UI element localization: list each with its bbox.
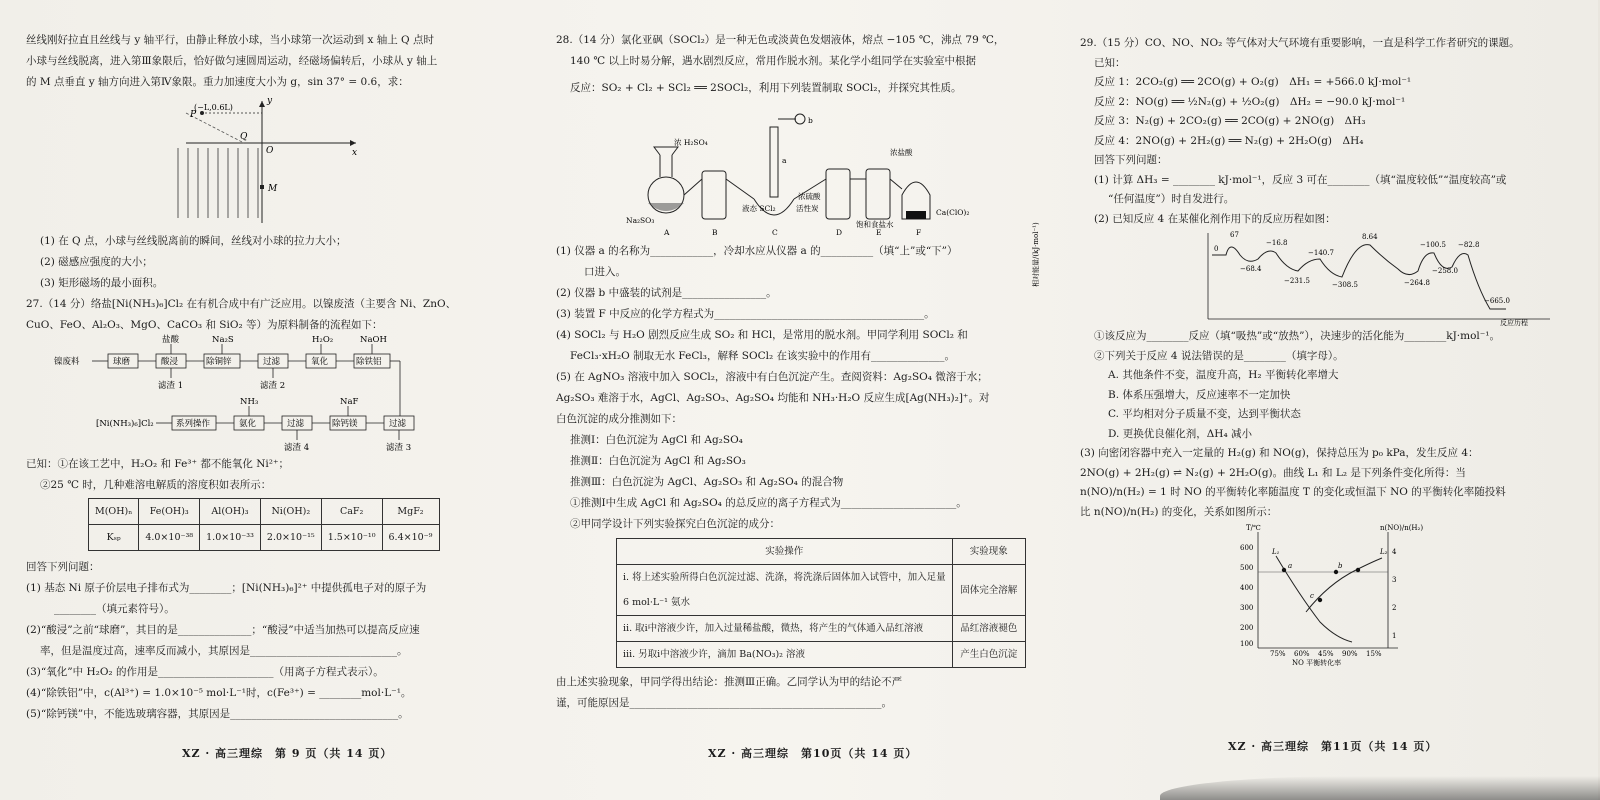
flow-node-1: 球磨 [113,357,131,367]
flow-node-10: 除钙镁 [332,419,358,429]
y-tick: 200 [1240,624,1254,632]
y-tick: 300 [1240,604,1254,612]
ksp-header: Al(OH)₃ [200,499,261,525]
energy-value: −82.8 [1458,241,1480,249]
label-saturated-brine: 饱和食盐水 [856,220,894,229]
page-9 [26,30,522,725]
reagent-h2o2: H₂O₂ [312,335,334,345]
page-footer-9: XZ · 高三理综 第 9 页（共 14 页） [182,747,393,760]
page-curl-shadow [1160,776,1600,800]
energy-profile-diagram [1032,222,1580,327]
energy-value: 67 [1230,231,1239,239]
page-footer-10: XZ · 高三理综 第10页（共 14 页） [708,747,918,760]
x-axis-label: x [352,148,358,158]
label-na2so3: Na₂SO₃ [626,216,655,225]
question-3: (3) 矩形磁场的最小面积。 [40,277,164,289]
field-diagram [26,93,522,231]
q28-line: (1) 仪器 a 的名称为____________，冷却水应从仪器 a 的__________（填“上”或“下”） [556,245,958,257]
flow-node-4: 过滤 [263,357,281,367]
page-footer-11: XZ · 高三理综 第11页（共 14 页） [1228,740,1438,753]
q27-intro-2: CuO、FeO、Al₂O₃、MgO、CaCO₃ 和 SiO₂ 等）为原料制备的流程如下： [26,319,383,331]
ksp-header: MgF₂ [382,499,439,525]
point-q-label: Q [240,132,248,142]
flow-node-6: 除铁铝 [356,357,382,367]
q28-intro-3: 反应：SO₂ + Cl₂ + SCl₂ ══ 2SOCl₂，利用下列装置制取 SOCl₂，并探究其性质。 [570,82,962,94]
point-p-label: P [190,110,197,120]
q29-line: ②下列关于反应 4 说法错误的是________（填字母）。 [1094,349,1344,362]
label-instrument-a: a [782,156,787,165]
exp-cell: 固体完全溶解 [952,565,1025,616]
q29-line: 2NO(g) + 2H₂(g) ⇌ N₂(g) + 2H₂O(g)。曲线 L₁ 和 L₂ 是下列条件变化所得：当 [1080,466,1466,479]
ksp-cell: Kₛₚ [89,525,139,551]
label-instrument-b: b [808,116,813,125]
ksp-table [88,498,440,551]
answer-line: (5)“除钙镁”中，不能选玻璃容器，其原因是________________________________。 [26,708,409,720]
x-tick: 60% [1294,650,1310,658]
label-a: A [664,228,670,237]
label-c: C [772,228,778,237]
answer-line: 率，但是温度过高，速率反而减小，其原因是____________________________。 [40,645,408,657]
ksp-cell: 6.4×10⁻⁹ [382,525,439,551]
right-tick: 3 [1392,576,1397,584]
q29-line: “任何温度”）时自发进行。 [1108,193,1235,205]
ksp-cell: 1.5×10⁻¹⁰ [321,525,382,551]
reagent-naf: NaF [340,397,359,407]
q29-line: (2) 已知反应 4 在某催化剂作用下的反应历程如图： [1094,212,1336,225]
q29-intro-1: 29.（15 分）CO、NO、NO₂ 等气体对大气环境有重要影响，一直是科学工作者研究的课题。 [1080,37,1520,49]
question-1: (1) 在 Q 点，小球与丝线脱离前的瞬间，丝线对小球的拉力大小； [40,235,347,247]
table-row [617,539,1026,565]
reaction-3: 反应 3：N₂(g) + 2CO₂(g) ══ 2CO(g) + 2NO(g) ΔH₃ [1094,115,1366,127]
exp-header: 实验操作 [617,539,953,565]
answer-line: (4)“除铁铝”中，c(Al³⁺) = 1.0×10⁻⁵ mol·L⁻¹时，c(Fe³⁺) = ________mol·L⁻¹。 [26,687,412,699]
known-2: ②25 ℃ 时，几种难溶电解质的溶度积如表所示： [40,479,272,491]
table-row [89,525,440,551]
reagent-hcl: 盐酸 [162,335,180,345]
q29-intro-2: 已知： [1094,56,1126,69]
experiment-table [616,538,1026,668]
q29-line: 比 n(NO)/n(H₂) 的变化，关系如图所示： [1080,505,1278,518]
q28-line: ①推测Ⅰ中生成 AgCl 和 Ag₂SO₄ 的总反应的离子方程式为______________________。 [570,497,967,509]
reagent-na2s: Na₂S [212,335,234,345]
reagent-nh3: NH₃ [240,397,259,407]
intro-line-3: 的 M 点垂直 y 轴方向进入第Ⅳ象限。重力加速度大小为 g，sin 37° = 0.6，求： [26,76,409,88]
q28-line: 推测Ⅲ：白色沉淀为 AgCl、Ag₂SO₃ 和 Ag₂SO₄ 的混合物 [570,476,844,488]
question-2: (2) 磁感应强度的大小； [40,256,153,268]
residue-3: 滤渣 3 [386,443,412,453]
table-row [617,642,1026,668]
y-tick: 500 [1240,564,1254,572]
exp-cell: 品红溶液褪色 [952,616,1025,642]
graph-y-left-label: T/℃ [1246,524,1261,532]
q28-line: Ag₂SO₃ 难溶于水，AgCl、Ag₂SO₃、Ag₂SO₄ 均能和 NH₃·H₂O 反应生成[Ag(NH₃)₂]⁺。对 [556,392,990,404]
label-conc-h2so4: 浓 H₂SO₄ [674,138,708,147]
page-11 [1032,34,1580,668]
x-tick: 90% [1342,650,1358,658]
residue-4: 滤渣 4 [284,443,310,453]
energy-value: −231.5 [1284,277,1310,285]
label-caclo2: Ca(ClO)₂ [936,208,970,217]
intro-line-2: 小球与丝线脱离，进入第Ⅲ象限后，恰好做匀速圆周运动，经磁场偏转后，小球从 y 轴上 [26,55,438,67]
y-tick: 100 [1240,640,1254,648]
process-flow-diagram [26,336,522,454]
answer-line: (1) 基态 Ni 原子价层电子排布式为________；[Ni(NH₃)₆]²⁺ 中提供孤电子对的原子为 [26,582,427,594]
q28-line: 推测Ⅱ：白色沉淀为 AgCl 和 Ag₂SO₃ [570,455,746,467]
energy-value: −68.4 [1240,265,1262,273]
energy-x-label: 反应历程 [1500,319,1528,327]
page-10 [556,30,1040,714]
flow-node-3: 除铜锌 [206,357,232,367]
q28-line: ②甲同学设计下列实验探究白色沉淀的成分： [570,518,780,530]
point-label: c [1310,592,1314,600]
exp-cell: ⅰ. 将上述实验所得白色沉淀过滤、洗涤，将洗涤后固体加入试管中，加入足量 [617,565,953,591]
residue-1: 滤渣 1 [158,381,184,391]
ksp-cell: 4.0×10⁻³⁸ [139,525,200,551]
origin-label: O [266,146,274,156]
energy-value: 8.64 [1362,233,1378,241]
ksp-header: M(OH)ₙ [89,499,139,525]
intro-line-1: 丝线刚好拉直且丝线与 y 轴平行，由静止释放小球，当小球第一次运动到 x 轴上 Q 点时 [26,34,434,46]
q27-intro-1: 27.（14 分）络盐[Ni(NH₃)₆]Cl₂ 在有机合成中有广泛应用。以镍废渣（主要含 Ni、ZnO、 [26,298,457,310]
exp-cell: ⅲ. 另取ⅰ中溶液少许，滴加 Ba(NO₃)₂ 溶液 [617,642,953,668]
energy-value: −308.5 [1332,281,1358,289]
energy-value: 0 [1214,245,1219,253]
y-axis-label: y [267,96,273,106]
ksp-cell: 2.0×10⁻¹⁵ [260,525,321,551]
q28-line: (2) 仪器 b 中盛装的试剂是________________。 [556,287,777,299]
reaction-1: 反应 1：2CO₂(g) ══ 2CO(g) + O₂(g) ΔH₁ = +566.0 kJ·mol⁻¹ [1094,76,1412,88]
point-m-label: M [268,184,278,194]
y-tick: 600 [1240,544,1254,552]
flow-product: [Ni(NH₃)₆]Cl₂ [96,419,154,429]
curve-label: L₁ [1272,548,1280,556]
answer-line: ________（填元素符号）。 [54,603,175,615]
reagent-naoh: NaOH [360,335,387,345]
curve-label: L₂ [1380,548,1388,556]
conclusion-2: 谨，可能原因是________________________________________________。 [556,697,892,709]
q29-line: C. 平均相对分子质量不变，达到平衡状态 [1108,408,1301,420]
label-liquid-scl2: 液态 SCl₂ [742,204,776,213]
q28-intro-1: 28.（14 分）氯化亚砜（SOCl₂）是一种无色或淡黄色发烟液体，熔点 −105 ℃，沸点 79 ℃， [556,34,1005,46]
q29-line: D. 更换优良催化剂，ΔH₄ 减小 [1108,427,1253,440]
graph-y-right-label: n(NO)/n(H₂) [1380,524,1424,532]
energy-value: −140.7 [1308,249,1334,257]
y-tick: 400 [1240,584,1254,592]
exp-cell: 6 mol·L⁻¹ 氨水 [617,590,953,616]
conclusion-1: 由上述实验现象，甲同学得出结论：推测Ⅲ正确。乙同学认为甲的结论不严 [556,676,903,688]
right-tick: 4 [1392,548,1397,556]
right-tick: 2 [1392,604,1397,612]
flow-node-7: 系列操作 [176,419,211,429]
label-d: D [836,228,843,237]
q28-line: 白色沉淀的成分推测如下： [556,413,682,425]
reaction-4: 反应 4：2NO(g) + 2H₂(g) ══ N₂(g) + 2H₂O(g) ΔH₄ [1094,134,1364,147]
table-row [617,616,1026,642]
label-conc-hcl: 浓盐酸 [890,148,913,157]
table-row [617,565,1026,591]
exp-header: 实验现象 [952,539,1025,565]
label-conc-sulfuric: 浓硫酸 [798,192,821,201]
q28-line: FeCl₃·xH₂O 制取无水 FeCl₃，解释 SOCl₂ 在该实验中的作用有______________。 [570,350,956,362]
right-tick: 1 [1392,632,1397,640]
residue-2: 滤渣 2 [260,381,286,391]
energy-value: −665.0 [1484,297,1510,305]
answer-line: 回答下列问题： [26,561,100,573]
label-e: E [876,228,882,237]
flow-node-8: 氨化 [239,419,257,429]
ksp-cell: 1.0×10⁻³³ [200,525,261,551]
apparatus-diagram [556,99,1040,241]
q29-line: B. 体系压强增大，反应速率不一定加快 [1108,388,1291,401]
q28-line: (3) 装置 F 中反应的化学方程式为________________________________________。 [556,308,935,320]
energy-y-label: 相对能量/(kJ·mol⁻¹) [1032,222,1040,287]
q28-intro-2: 140 ℃ 以上时易分解，遇水剧烈反应，常用作脱水剂。某化学小组同学在实验室中根据 [570,55,976,67]
q29-line: ①该反应为________反应（填“吸热”或“放热”），决速步的活化能为________kJ·mol⁻¹。 [1094,330,1501,342]
conversion-graph [1080,522,1580,668]
q29-line: (1) 计算 ΔH₃ = ________ kJ·mol⁻¹，反应 3 可在________（填“温度较低”“温度较高”或 [1094,173,1507,186]
graph-x-label: NO 平衡转化率 [1292,659,1342,667]
exp-cell: 产生白色沉淀 [952,642,1025,668]
table-row [89,499,440,525]
coord-label: (−L,0.6L) [194,103,233,112]
exp-cell: ⅱ. 取ⅰ中溶液少许，加入过量稀盐酸，微热，将产生的气体通入品红溶液 [617,616,953,642]
q29-line: 回答下列问题： [1094,154,1168,166]
ksp-header: Fe(OH)₃ [139,499,200,525]
label-f: F [916,228,922,237]
flow-node-5: 氧化 [311,357,329,367]
label-b-device: B [712,228,718,237]
known-1: 已知：①在该工艺中，H₂O₂ 和 Fe³⁺ 都不能氧化 Ni²⁺； [26,458,290,470]
x-tick: 15% [1366,650,1382,658]
energy-value: −264.8 [1404,279,1430,287]
energy-value: −16.8 [1266,239,1288,247]
answer-line: (3)“氧化”中 H₂O₂ 的作用是______________________（用离子方程式表示）。 [26,666,384,678]
energy-value: −100.5 [1420,241,1446,249]
x-tick: 75% [1270,650,1286,658]
flow-node-0: 镍废料 [54,357,80,367]
ksp-header: Ni(OH)₂ [260,499,321,525]
flow-node-2: 酸浸 [161,357,179,367]
point-label: b [1338,562,1343,570]
energy-value: −258.0 [1432,267,1458,275]
label-activated-carbon: 活性炭 [796,204,819,213]
q28-line: 推测Ⅰ：白色沉淀为 AgCl 和 Ag₂SO₄ [570,434,743,446]
ksp-header: CaF₂ [321,499,382,525]
reaction-2: 反应 2：NO(g) ══ ½N₂(g) + ½O₂(g) ΔH₂ = −90.0 kJ·mol⁻¹ [1094,95,1406,108]
flow-node-9: 过滤 [287,419,305,429]
x-tick: 45% [1318,650,1334,658]
q28-line: 口进入。 [584,266,626,278]
answer-line: (2)“酸浸”之前“球磨”，其目的是______________；“酸浸”中适当加热可以提高反应速 [26,624,420,636]
q29-line: A. 其他条件不变，温度升高，H₂ 平衡转化率增大 [1108,369,1339,381]
q29-line: n(NO)/n(H₂) = 1 时 NO 的平衡转化率随温度 T 的变化或恒温下 NO 的平衡转化率随投料 [1080,486,1506,498]
q28-line: (5) 在 AgNO₃ 溶液中加入 SOCl₂，溶液中有白色沉淀产生。查阅资料：Ag₂SO₄ 微溶于水； [556,371,988,383]
q29-line: (3) 向密闭容器中充入一定量的 H₂(g) 和 NO(g)，保持总压为 p₀ kPa，发生反应 4： [1080,447,1479,459]
point-label: a [1288,562,1293,570]
q28-line: (4) SOCl₂ 与 H₂O 剧烈反应生成 SO₂ 和 HCl，是常用的脱水剂。甲同学利用 SOCl₂ 和 [556,329,968,341]
flow-node-11: 过滤 [389,419,407,429]
